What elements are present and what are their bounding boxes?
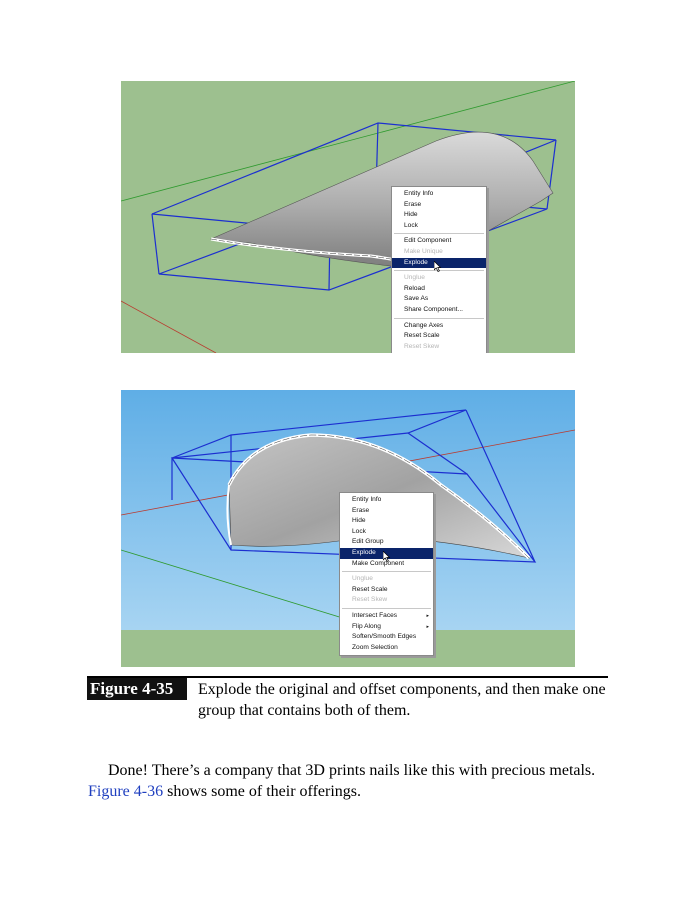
menu-item-lock[interactable] — [340, 527, 433, 538]
menu-item-label: Lock — [404, 221, 418, 229]
menu-item-label: Erase — [352, 506, 370, 514]
menu-separator — [394, 233, 484, 234]
body-paragraph — [88, 760, 608, 802]
menu-separator — [394, 318, 484, 319]
menu-item-label: Zoom Selection — [352, 643, 398, 651]
menu-item-unglue — [340, 574, 433, 585]
menu-item-label: Entity Info — [404, 190, 434, 197]
menu-item-entity-info[interactable] — [340, 495, 433, 506]
menu-item-intersect-faces[interactable] — [340, 611, 433, 622]
menu-separator — [342, 608, 431, 609]
menu-item-reset-skew — [340, 595, 433, 606]
menu-item-label: Intersect Faces — [352, 611, 398, 619]
menu-item-label: Share Component... — [404, 305, 464, 313]
menu-item-flip-along[interactable] — [340, 622, 433, 633]
menu-item-label: Make Unique — [404, 247, 443, 255]
menu-item-reload[interactable] — [392, 284, 486, 295]
menu-separator — [342, 571, 431, 572]
body-text-after: shows some of their offerings. — [163, 783, 362, 800]
menu-item-label: Explode — [352, 548, 376, 556]
submenu-arrow-icon: ▸ — [426, 612, 429, 619]
figure-caption — [198, 679, 610, 721]
menu-item-entity-info[interactable] — [392, 189, 486, 200]
menu-item-edit-component[interactable] — [392, 236, 486, 247]
menu-item-erase[interactable] — [392, 200, 486, 211]
menu-item-label: Hide — [352, 517, 366, 525]
menu-item-soften-smooth-edges[interactable] — [340, 632, 433, 643]
menu-item-label: Reset Skew — [352, 596, 388, 604]
context-menu-1 — [391, 186, 487, 353]
caption-text: Explode the original and offset components, and then make one group that contains both of them. — [198, 681, 606, 719]
menu-item-explode[interactable] — [392, 258, 486, 269]
menu-item-label: Make Component — [352, 559, 405, 567]
submenu-arrow-icon: ▸ — [426, 623, 429, 630]
menu-item-hide[interactable] — [340, 516, 433, 527]
menu-item-make-unique — [392, 247, 486, 258]
menu-item-label: Unglue — [352, 575, 373, 583]
menu-item-zoom-selection[interactable] — [340, 643, 433, 654]
menu-item-reset-skew — [392, 342, 486, 353]
menu-item-label: Explode — [404, 258, 428, 266]
menu-item-label: Save As — [404, 295, 429, 303]
menu-item-label: Change Axes — [404, 321, 444, 329]
menu-item-label: Reset Scale — [404, 332, 440, 340]
menu-item-erase[interactable] — [340, 506, 433, 517]
menu-item-label: Reset Scale — [352, 585, 388, 593]
scene-1 — [121, 81, 575, 353]
menu-item-label: Flip Along — [352, 622, 381, 630]
menu-item-lock[interactable] — [392, 221, 486, 232]
figure-link[interactable]: Figure 4-36 — [88, 783, 164, 800]
curved-surface[interactable] — [211, 132, 553, 269]
red-axis — [121, 301, 216, 353]
screenshot-1 — [121, 81, 575, 353]
mouse-pointer-icon — [434, 261, 442, 272]
menu-item-label: Entity Info — [352, 496, 382, 503]
context-menu-2 — [339, 492, 434, 656]
menu-item-label: Hide — [404, 211, 418, 219]
menu-item-label: Erase — [404, 200, 422, 208]
menu-item-explode[interactable] — [340, 548, 433, 559]
menu-item-label: Reset Skew — [404, 342, 440, 350]
menu-item-reset-scale[interactable] — [392, 331, 486, 342]
menu-item-change-axes[interactable] — [392, 321, 486, 332]
menu-item-share-component[interactable] — [392, 305, 486, 316]
menu-item-label: Edit Component — [404, 237, 452, 245]
figure-label: Figure 4-35 — [87, 678, 187, 700]
menu-item-unglue — [392, 273, 486, 284]
menu-item-label: Unglue — [404, 274, 425, 282]
body-text-before: Done! There’s a company that 3D prints nails like this with precious metals. — [108, 762, 596, 779]
menu-item-hide[interactable] — [392, 210, 486, 221]
menu-item-label: Soften/Smooth Edges — [352, 633, 417, 641]
menu-item-label: Reload — [404, 284, 425, 292]
menu-item-make-component[interactable] — [340, 559, 433, 570]
menu-item-edit-group[interactable] — [340, 537, 433, 548]
menu-item-save-as[interactable] — [392, 294, 486, 305]
menu-item-reset-scale[interactable] — [340, 585, 433, 596]
menu-item-label: Edit Group — [352, 538, 384, 546]
screenshot-2 — [121, 390, 575, 667]
menu-item-label: Lock — [352, 527, 366, 535]
